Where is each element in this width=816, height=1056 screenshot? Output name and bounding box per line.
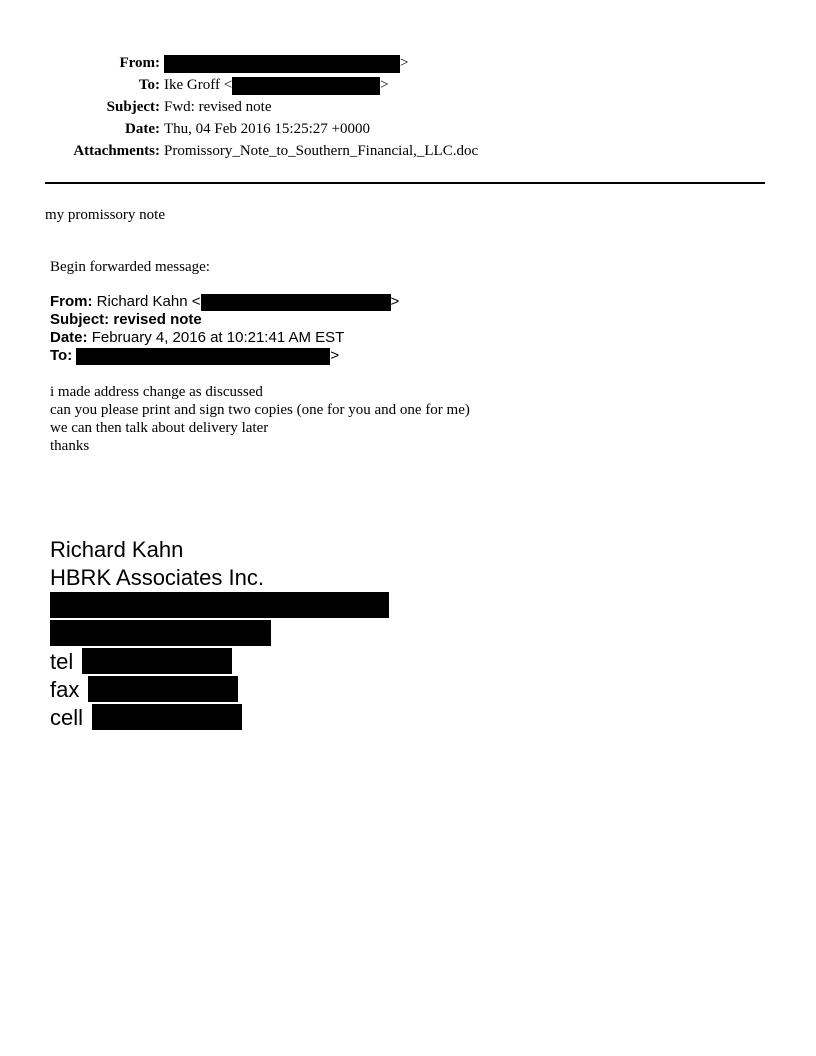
redacted-tel-number [82,648,232,674]
redacted-from-address [164,55,400,73]
header-from-value [164,54,408,73]
header-attachments-value[interactable]: Promissory_Note_to_Southern_Financial,_LLC.doc [164,143,479,159]
fwd-to-label: To: [50,347,73,364]
fwd-to-row [50,347,339,365]
header-attachments-label: Attachments: [73,143,160,159]
redacted-to-address [232,77,380,95]
fwd-to-suffix: > [330,347,340,364]
signature-cell-label: cell [50,705,84,730]
header-date-label: Date: [125,121,160,137]
redacted-address-line-1 [50,592,389,618]
redacted-fwd-to-address [76,348,330,365]
fwd-body-line: thanks [50,438,90,454]
fwd-from-row [50,293,399,311]
redacted-address-line-2 [50,620,271,646]
fwd-subject-row [50,311,202,329]
fwd-body-line: we can then talk about delivery later [50,420,269,436]
header-subject-label: Subject: [106,99,160,115]
signature-name: Richard Kahn [50,537,184,562]
fwd-from-suffix: > [390,293,400,310]
header-subject-value: Fwd: revised note [164,99,272,115]
signature-tel-label: tel [50,649,74,674]
header-to-name: Ike Groff < [164,77,233,93]
fwd-body-line: can you please print and sign two copies (one for you and one for me) [50,402,470,418]
signature-company: HBRK Associates Inc. [50,565,264,590]
fwd-date-row [50,329,344,347]
header-from-label: From: [119,55,160,71]
header-to-suffix: > [380,77,389,93]
redacted-fwd-from-address [201,294,391,311]
header-to-value [164,76,389,95]
fwd-from-label: From: [50,293,93,310]
signature-fax-label: fax [50,677,80,702]
body-intro: my promissory note [45,207,165,223]
header-divider [45,182,765,184]
redacted-cell-number [92,704,242,730]
fwd-from-value: Richard Kahn < [96,293,201,310]
fwd-subject-value: revised note [113,311,202,328]
forward-intro: Begin forwarded message: [50,259,210,275]
header-date-value: Thu, 04 Feb 2016 15:25:27 +0000 [164,121,370,137]
redacted-fax-number [88,676,238,702]
header-to-label: To: [138,77,160,93]
fwd-date-value: February 4, 2016 at 10:21:41 AM EST [91,329,345,346]
fwd-subject-label: Subject: [50,311,110,328]
fwd-body-line: i made address change as discussed [50,384,263,400]
header-from-suffix: > [400,55,409,71]
fwd-date-label: Date: [50,329,88,346]
